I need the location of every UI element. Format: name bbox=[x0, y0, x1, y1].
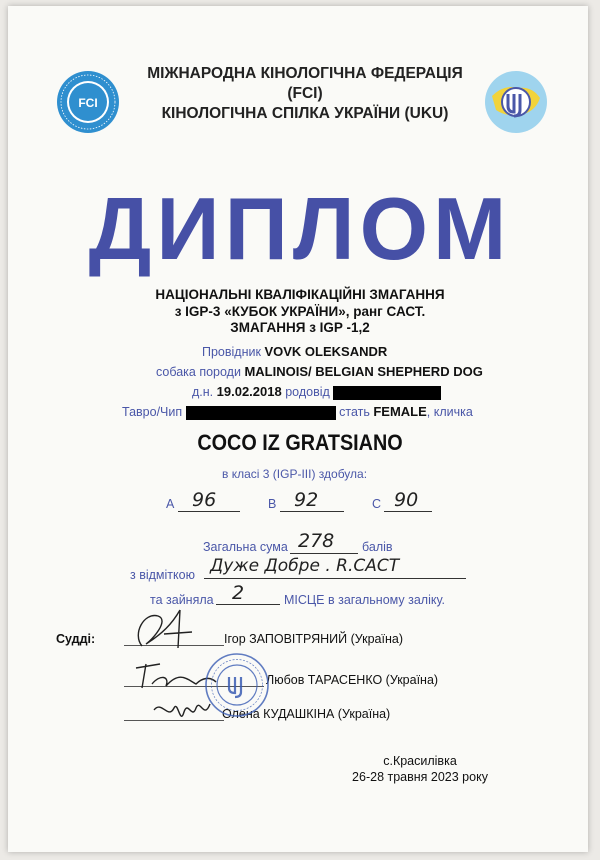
location: с.Красилівка bbox=[383, 754, 457, 768]
breed-row bbox=[156, 364, 483, 379]
chip-redaction bbox=[186, 406, 336, 420]
competition-subtitle bbox=[100, 287, 500, 337]
sex-value: FEMALE bbox=[373, 404, 427, 419]
uku-stamp-icon bbox=[204, 652, 270, 718]
total-value: 278 bbox=[298, 530, 335, 552]
judge-3: Олена КУДАШКІНА (Україна) bbox=[222, 707, 391, 721]
event-date: 26-28 травня 2023 року bbox=[352, 770, 488, 784]
org-line-uku: КІНОЛОГІЧНА СПІЛКА УКРАЇНИ (UKU) bbox=[161, 105, 449, 122]
chip-label: Тавро/Чип bbox=[122, 405, 183, 419]
fci-logo-text: FCI bbox=[78, 96, 98, 110]
judges-label: Судді: bbox=[56, 632, 96, 646]
dob-row bbox=[192, 384, 441, 400]
subtitle-line-2: з IGP-3 «КУБОК УКРАЇНИ», ранг САСТ. bbox=[174, 303, 426, 319]
dob-value: 19.02.2018 bbox=[216, 384, 282, 399]
score-a-label: A bbox=[166, 497, 175, 511]
score-a-value: 96 bbox=[192, 489, 217, 511]
handler-value: VOVK OLEKSANDR bbox=[264, 344, 388, 359]
total-label: Загальна сума bbox=[203, 540, 288, 554]
chip-row bbox=[122, 404, 473, 420]
subtitle-line-1: НАЦІОНАЛЬНІ КВАЛІФІКАЦІЙНІ ЗМАГАННЯ bbox=[155, 287, 445, 302]
organization-header bbox=[140, 64, 470, 124]
score-b-label: B bbox=[268, 497, 277, 511]
score-c-line bbox=[384, 511, 432, 512]
judge-1-signature bbox=[122, 604, 212, 654]
sex-label: стать bbox=[339, 405, 370, 419]
total-suffix: балів bbox=[362, 540, 393, 554]
breed-label: собака породи bbox=[156, 365, 241, 379]
name-label: , кличка bbox=[426, 405, 473, 419]
grade-line bbox=[204, 578, 466, 579]
breed-value: MALINOIS/ BELGIAN SHEPHERD DOG bbox=[244, 364, 483, 379]
place-line bbox=[216, 604, 280, 605]
pedigree-redaction bbox=[333, 386, 441, 400]
score-c-value: 90 bbox=[394, 489, 419, 511]
score-b-line bbox=[280, 511, 344, 512]
subtitle-line-3: ЗМАГАННЯ з IGP -1,2 bbox=[230, 320, 370, 335]
handler-row bbox=[202, 344, 387, 359]
place-label: та зайняла bbox=[150, 593, 214, 607]
pedigree-label: родовід bbox=[285, 385, 330, 399]
place-value: 2 bbox=[232, 582, 245, 604]
handler-label: Провідник bbox=[202, 345, 261, 359]
total-line bbox=[290, 553, 358, 554]
uku-logo-icon bbox=[484, 70, 548, 134]
grade-value: Дуже Добре . R.CACT bbox=[210, 556, 400, 576]
score-a-line bbox=[178, 511, 240, 512]
dog-name: COCO IZ GRATSIANO bbox=[197, 430, 403, 455]
judge-2: Любов ТАРАСЕНКО (Україна) bbox=[266, 673, 439, 687]
score-c-label: C bbox=[372, 497, 382, 511]
judge-1: Ігор ЗАПОВІТРЯНИЙ (Україна) bbox=[224, 632, 403, 646]
class-text: в класі 3 (IGP-III) здобула: bbox=[222, 467, 368, 481]
score-b-value: 92 bbox=[294, 489, 319, 511]
dob-label: д.н. bbox=[192, 385, 214, 399]
fci-logo-icon bbox=[56, 70, 120, 134]
org-line-fci: МІЖНАРОДНА КІНОЛОГІЧНА ФЕДЕРАЦІЯ (FCI) bbox=[147, 65, 463, 102]
diploma-title: ДИПЛОМ bbox=[88, 179, 512, 278]
grade-label: з відміткою bbox=[130, 568, 195, 582]
place-suffix: МІСЦЕ в загальному заліку. bbox=[284, 593, 445, 607]
